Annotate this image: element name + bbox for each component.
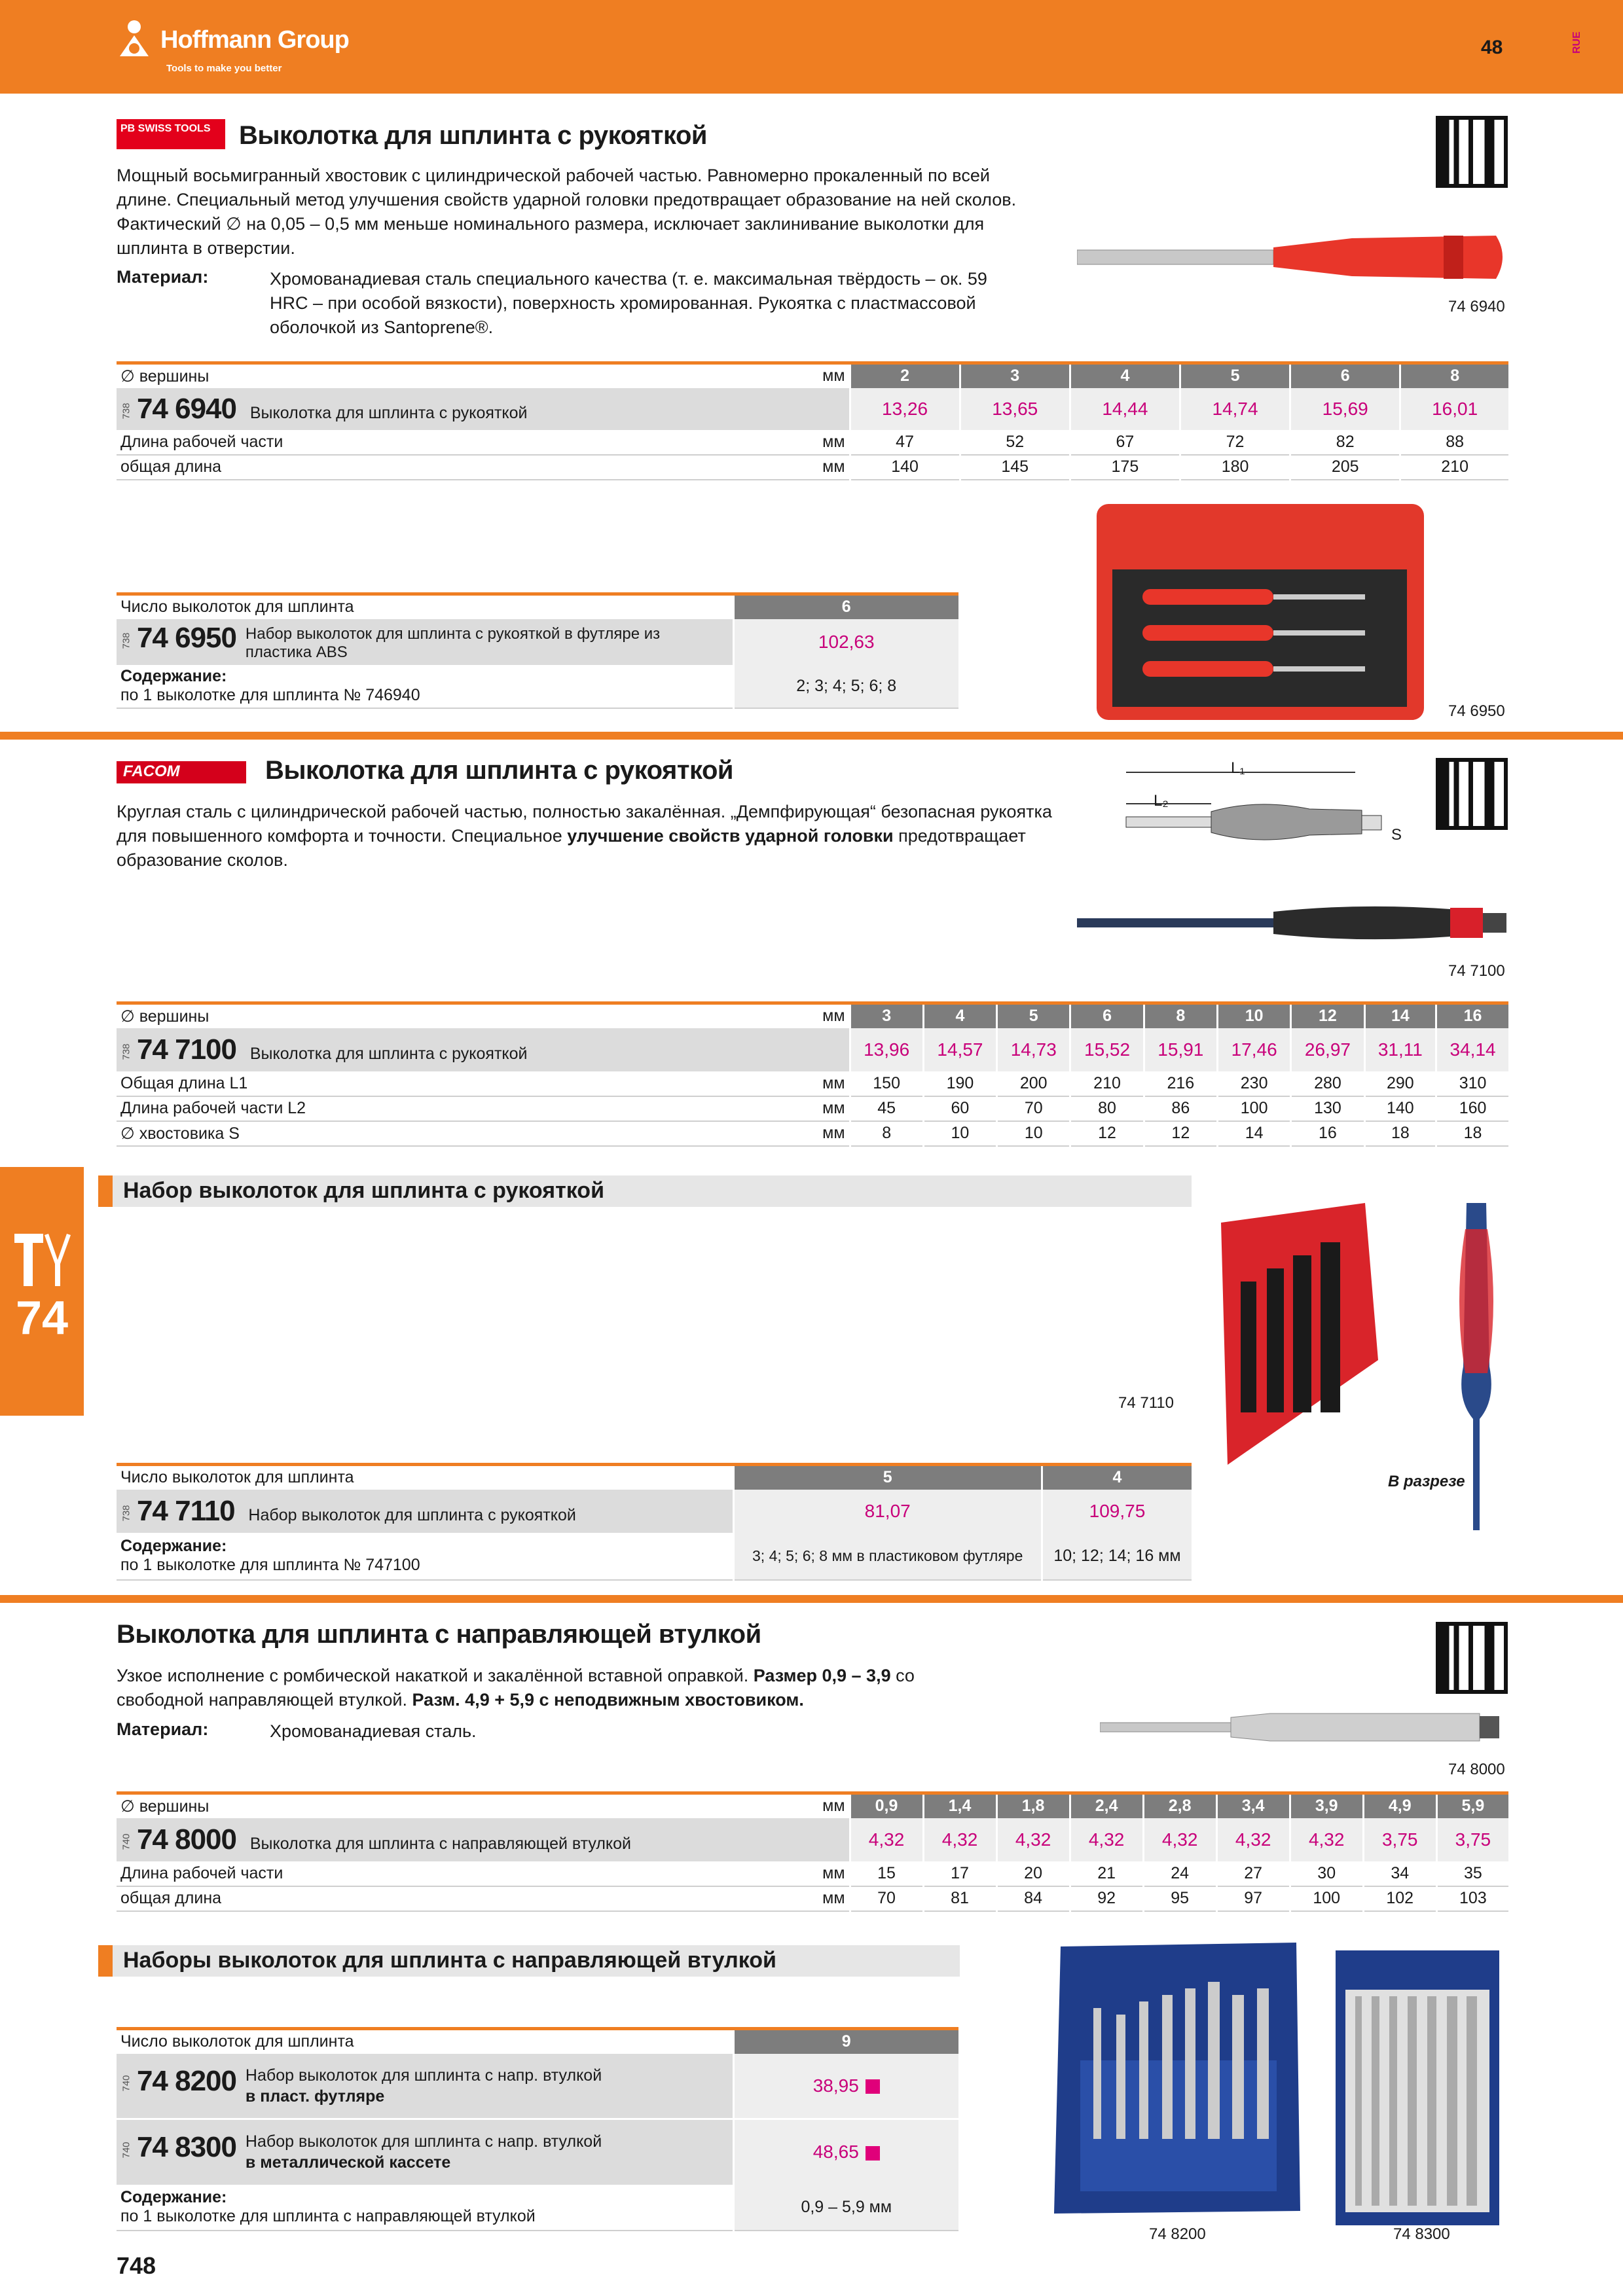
image-caption: 74 8200 [1149,2225,1206,2243]
value-cell: 21 [1070,1861,1143,1886]
subsection-title: Наборы выколоток для шплинта с направляющей втулкой [98,1945,960,1977]
article-name: Выколотка для шплинта с направляющей втулкой [249,1834,631,1853]
price-cell[interactable]: 13,26 [850,388,960,430]
price-cell[interactable]: 31,11 [1364,1028,1436,1071]
value-cell: 67 [1070,430,1180,455]
unit: мм [732,1096,850,1121]
value-cell: 216 [1144,1071,1217,1096]
pin-punch-set-holder-image [1201,1203,1385,1465]
price-cell[interactable]: 102,63 [733,619,958,665]
pin-punch-set-pouch-image [1054,1943,1303,2217]
material-text: Хромованадиевая сталь. [270,1721,477,1741]
content-label: Содержание: [120,667,227,685]
dimension-l1: L₁ [1231,759,1245,777]
value-cell: 12 [1144,1121,1217,1146]
section1-title: Выколотка для шплинта с рукояткой [239,121,707,150]
value-cell: 150 [850,1071,923,1096]
value-cell: 81 [923,1886,996,1911]
value-cell: 8 [850,1121,923,1146]
value-cell: 35 [1436,1861,1508,1886]
value-cell: 84 [996,1886,1070,1911]
section2-title: Выколотка для шплинта с рукояткой [265,756,733,785]
article-cell [117,2054,733,2119]
price-value: 48,65 [812,2142,859,2162]
count-label: Число выколоток для шплинта [117,1465,733,1490]
value-cell: 16 [1291,1121,1364,1146]
size-cell: 2 [850,363,960,388]
size-cell: 16 [1436,1003,1508,1028]
size-cell: 10 [1217,1003,1290,1028]
value-cell: 45 [850,1096,923,1121]
unit: мм [732,455,850,480]
desc-part: Узкое исполнение с ромбической накаткой и закалённой вставной оправкой. [117,1666,754,1685]
size-cell: 2,4 [1070,1793,1143,1818]
image-caption: 74 7110 [1118,1394,1174,1412]
section-separator [0,732,1623,740]
article-number[interactable]: 74 8300 [136,2131,237,2164]
content-cell [117,665,733,708]
pin-punch-set-case-image [1097,504,1424,720]
section2-description [117,800,1059,872]
value-cell: 86 [1144,1096,1217,1121]
row-label: ∅ хвостовика S [117,1121,732,1146]
brand-tagline: Tools to make you better [166,63,282,74]
value-cell: 30 [1290,1861,1363,1886]
content-label: Содержание: [120,2188,227,2206]
unit: мм [732,1071,850,1096]
size-cell: 6 [1290,363,1400,388]
language-code: RUE [1571,31,1582,54]
article-cell [117,1818,850,1861]
value-cell: 130 [1291,1096,1364,1121]
unit: мм [732,1003,850,1028]
dimension-l2: L₂ [1154,792,1169,810]
size-cell: 8 [1144,1003,1217,1028]
value-cell: 160 [1436,1096,1508,1121]
unit: мм [732,430,850,455]
qr-code-icon [1436,1622,1508,1694]
value-cell: 140 [1364,1096,1436,1121]
price-cell[interactable]: 14,74 [1180,388,1290,430]
material-label: Материал: [117,267,209,287]
article-prefix: 740 [120,1833,132,1850]
row-label: Длина рабочей части [117,1861,732,1886]
size-cell: 0,9 [850,1793,923,1818]
value-cell: 14 [1217,1121,1290,1146]
price-cell[interactable]: 4,32 [996,1818,1070,1861]
row-label: Длина рабочей части L2 [117,1096,732,1121]
article-prefix: 740 [120,2075,132,2092]
unit: мм [732,1793,850,1818]
diameter-label: ∅ вершины [117,1003,732,1028]
price-cell[interactable]: 3,75 [1436,1818,1508,1861]
price-cell[interactable]: 4,32 [1290,1818,1363,1861]
value-cell: 210 [1070,1071,1144,1096]
value-cell: 175 [1070,455,1180,480]
size-cell: 1,8 [996,1793,1070,1818]
content-value: 0,9 – 5,9 мм [733,2185,958,2231]
desc-part: предотвращает образование сколов. [117,826,1026,870]
size-cell: 4 [923,1003,996,1028]
value-cell: 17 [923,1861,996,1886]
diameter-label: ∅ вершины [117,1793,732,1818]
article-prefix: 738 [120,1505,132,1522]
article-number[interactable]: 74 8200 [136,2064,237,2097]
value-cell: 200 [997,1071,1070,1096]
article-prefix: 738 [120,403,132,420]
size-cell: 3 [960,363,1070,388]
price-cell[interactable]: 109,75 [1042,1490,1192,1533]
image-caption: 74 6940 [1448,298,1505,315]
price-cell[interactable]: 17,46 [1217,1028,1290,1071]
pin-punch-black-handle-image [1077,900,1509,946]
count-cell: 6 [733,594,958,619]
content-value: 10; 12; 14; 16 мм [1042,1533,1192,1580]
size-cell: 5,9 [1436,1793,1508,1818]
material-text: Хромованадиевая сталь специального качества (т. е. максимальная твёрдость – ок. 59 HRC – при особой вязкости), поверхность хромированная. Рукоятка с пластмассовой оболочкой из Santoprene®. [270,269,987,337]
value-cell: 52 [960,430,1070,455]
subsection-title: Набор выколоток для шплинта с рукояткой [98,1175,1192,1207]
value-cell: 230 [1217,1071,1290,1096]
article-prefix: 740 [120,2142,132,2159]
new-marker-icon [866,2079,880,2094]
value-cell: 10 [997,1121,1070,1146]
value-cell: 140 [850,455,960,480]
article-cell [117,388,850,430]
pin-punch-red-handle-image [1077,223,1509,295]
price-cell[interactable]: 13,96 [850,1028,923,1071]
article-name-bold: в металлической кассете [245,2153,451,2172]
value-cell: 72 [1180,430,1290,455]
chapter-side-tab [0,1167,84,1416]
value-cell: 205 [1290,455,1400,480]
value-cell: 290 [1364,1071,1436,1096]
material-label: Материал: [117,1719,209,1739]
row-label: Длина рабочей части [117,430,732,455]
value-cell: 24 [1143,1861,1216,1886]
diameter-label: ∅ вершины [117,363,732,388]
value-cell: 280 [1291,1071,1364,1096]
size-cell: 12 [1291,1003,1364,1028]
value-cell: 97 [1216,1886,1290,1911]
price-cell[interactable]: 34,14 [1436,1028,1508,1071]
price-cell[interactable]: 13,65 [960,388,1070,430]
chapter-page-number: 48 [1481,37,1503,58]
content-cell [117,2185,733,2231]
unit: мм [732,1861,850,1886]
content-text: по 1 выколотке для шплинта № 747100 [120,1556,420,1574]
size-cell: 3,9 [1290,1793,1363,1818]
value-cell: 100 [1290,1886,1363,1911]
value-cell: 310 [1436,1071,1508,1096]
value-cell: 18 [1436,1121,1508,1146]
price-cell[interactable]: 14,44 [1070,388,1180,430]
pin-punch-guide-sleeve-image [1100,1708,1506,1748]
section3-title: Выколотка для шплинта с направляющей втулкой [117,1620,761,1649]
value-cell: 80 [1070,1096,1144,1121]
article-number[interactable]: 74 7100 [136,1033,237,1066]
article-name: Выколотка для шплинта с рукояткой [249,403,528,422]
price-cell[interactable]: 14,73 [997,1028,1070,1071]
row-label: общая длина [117,455,732,480]
price-cell[interactable]: 15,91 [1144,1028,1217,1071]
count-cell: 9 [733,2029,958,2054]
count-cell: 5 [733,1465,1042,1490]
price-cell[interactable]: 15,69 [1290,388,1400,430]
image-caption: 74 8000 [1448,1761,1505,1778]
value-cell: 103 [1436,1886,1508,1911]
image-caption: 74 8300 [1393,2225,1450,2243]
count-cell: 4 [1042,1465,1192,1490]
size-cell: 8 [1400,363,1508,388]
value-cell: 145 [960,455,1070,480]
value-cell: 210 [1400,455,1508,480]
article-name [246,2065,602,2107]
content-value: 2; 3; 4; 5; 6; 8 [733,665,958,708]
chapter-tools-icon [10,1230,73,1289]
content-text: по 1 выколотке для шплинта с направляющей втулкой [120,2207,536,2225]
chapter-number: 74 [15,1292,69,1344]
article-name-line: Набор выколоток для шплинта с напр. втулкой [245,2066,602,2085]
cross-section-caption: В разрезе [1388,1473,1465,1490]
price-cell[interactable]: 14,57 [923,1028,996,1071]
size-cell: 4,9 [1363,1793,1436,1818]
value-cell: 12 [1070,1121,1144,1146]
price-cell[interactable]: 4,32 [923,1818,996,1861]
value-cell: 20 [996,1861,1070,1886]
size-cell: 3,4 [1216,1793,1290,1818]
size-cell: 2,8 [1143,1793,1216,1818]
row-label: Общая длина L1 [117,1071,732,1096]
value-cell: 92 [1070,1886,1143,1911]
desc-part: со свободной направляющей втулкой. [117,1666,915,1710]
unit: мм [732,1121,850,1146]
size-cell: 14 [1364,1003,1436,1028]
section3-description [117,1664,994,1712]
section-separator [0,1595,1623,1603]
price-cell[interactable]: 26,97 [1291,1028,1364,1071]
price-cell[interactable] [733,2054,958,2119]
size-cell: 4 [1070,363,1180,388]
new-marker-icon [866,2146,880,2161]
value-cell: 70 [997,1096,1070,1121]
article-name-bold: в пласт. футляре [245,2087,385,2106]
size-cell: 1,4 [923,1793,996,1818]
article-name [246,2131,602,2173]
article-cell [117,619,733,665]
value-cell: 18 [1364,1121,1436,1146]
article-cell [117,1028,850,1071]
value-cell: 34 [1363,1861,1436,1886]
desc-bold: Размер 0,9 – 3,9 [753,1666,891,1685]
product-table-746940 [117,361,1508,480]
image-caption: 74 6950 [1448,702,1505,720]
price-value: 38,95 [812,2075,859,2096]
desc-bold: Разм. 4,9 + 5,9 с неподвижным хвостовиком. [412,1690,804,1710]
value-cell: 190 [923,1071,996,1096]
price-cell[interactable]: 4,32 [850,1818,923,1861]
set-table-748200 [117,2027,958,2231]
qr-code-icon [1436,116,1508,188]
page-footer-number: 748 [117,2252,156,2279]
brand-name: Hoffmann Group [160,26,349,54]
price-cell[interactable] [733,2119,958,2185]
count-label: Число выколоток для шплинта [117,2029,733,2054]
article-cell [117,2119,733,2185]
content-value: 3; 4; 5; 6; 8 мм в пластиковом футляре [733,1533,1042,1580]
size-cell: 6 [1070,1003,1144,1028]
value-cell: 82 [1290,430,1400,455]
size-cell: 5 [1180,363,1290,388]
price-cell[interactable]: 3,75 [1363,1818,1436,1861]
unit: мм [732,363,850,388]
desc-bold: улучшение свойств ударной головки [567,826,894,846]
price-cell[interactable]: 15,52 [1070,1028,1144,1071]
article-cell [117,1490,733,1533]
content-label: Содержание: [120,1537,227,1555]
unit: мм [732,1886,850,1911]
section1-description: Мощный восьмигранный хвостовик с цилиндрической рабочей частью. Равномерно прокаленный по всей длине. Специальный метод улучшения свойств ударной головки предотвращает образование на ней сколов. Фактический ∅ на 0,05 – 0,5 мм меньше номинального размера, исключает заклинивание выколотки для шплинта в отверстии. [117,166,1017,258]
pin-punch-metal-case-image [1336,1950,1499,2225]
article-prefix: 738 [120,1043,132,1060]
article-number[interactable]: 74 6940 [136,392,237,425]
value-cell: 70 [850,1886,923,1911]
article-name: Набор выколоток для шплинта с рукояткой в футляре из пластика ABS [245,624,661,661]
price-cell[interactable]: 16,01 [1400,388,1508,430]
price-cell[interactable]: 4,32 [1143,1818,1216,1861]
desc-part: Круглая сталь с цилиндрической рабочей частью, полностью закалённая. „Демпфирующая“ безопасная рукоятка для повышенного комфорта и точности. Специальное [117,802,1052,846]
price-cell[interactable]: 4,32 [1070,1818,1143,1861]
set-table-746950 [117,592,958,709]
article-name: Выколотка для шплинта с рукояткой [249,1044,528,1063]
value-cell: 60 [923,1096,996,1121]
article-name: Набор выколоток для шплинта с рукояткой [248,1505,576,1524]
row-label: общая длина [117,1886,732,1911]
price-cell[interactable]: 81,07 [733,1490,1042,1533]
price-cell[interactable]: 4,32 [1216,1818,1290,1861]
content-text: по 1 выколотке для шплинта № 746940 [120,686,420,704]
qr-code-icon [1436,758,1508,830]
article-number[interactable]: 74 8000 [136,1823,237,1856]
article-name-line: Набор выколоток для шплинта с напр. втулкой [245,2132,602,2151]
dimension-s: S [1391,826,1402,844]
count-label: Число выколоток для шплинта [117,594,733,619]
value-cell: 102 [1363,1886,1436,1911]
value-cell: 15 [850,1861,923,1886]
pb-swiss-tools-logo: PB SWISS TOOLS [117,119,225,149]
size-cell: 5 [997,1003,1070,1028]
article-number[interactable]: 74 7110 [136,1494,235,1527]
size-cell: 3 [850,1003,923,1028]
product-table-748000 [117,1791,1508,1912]
article-prefix: 738 [120,632,132,649]
facom-logo: FACOM [117,761,246,783]
content-cell [117,1533,733,1580]
value-cell: 180 [1180,455,1290,480]
set-table-747110 [117,1463,1192,1581]
value-cell: 95 [1143,1886,1216,1911]
value-cell: 27 [1216,1861,1290,1886]
value-cell: 47 [850,430,960,455]
product-table-747100 [117,1001,1508,1147]
value-cell: 88 [1400,430,1508,455]
article-number[interactable]: 74 6950 [136,622,237,655]
value-cell: 10 [923,1121,996,1146]
image-caption: 74 7100 [1448,962,1505,980]
value-cell: 100 [1217,1096,1290,1121]
hoffmann-logo-icon [115,18,154,58]
